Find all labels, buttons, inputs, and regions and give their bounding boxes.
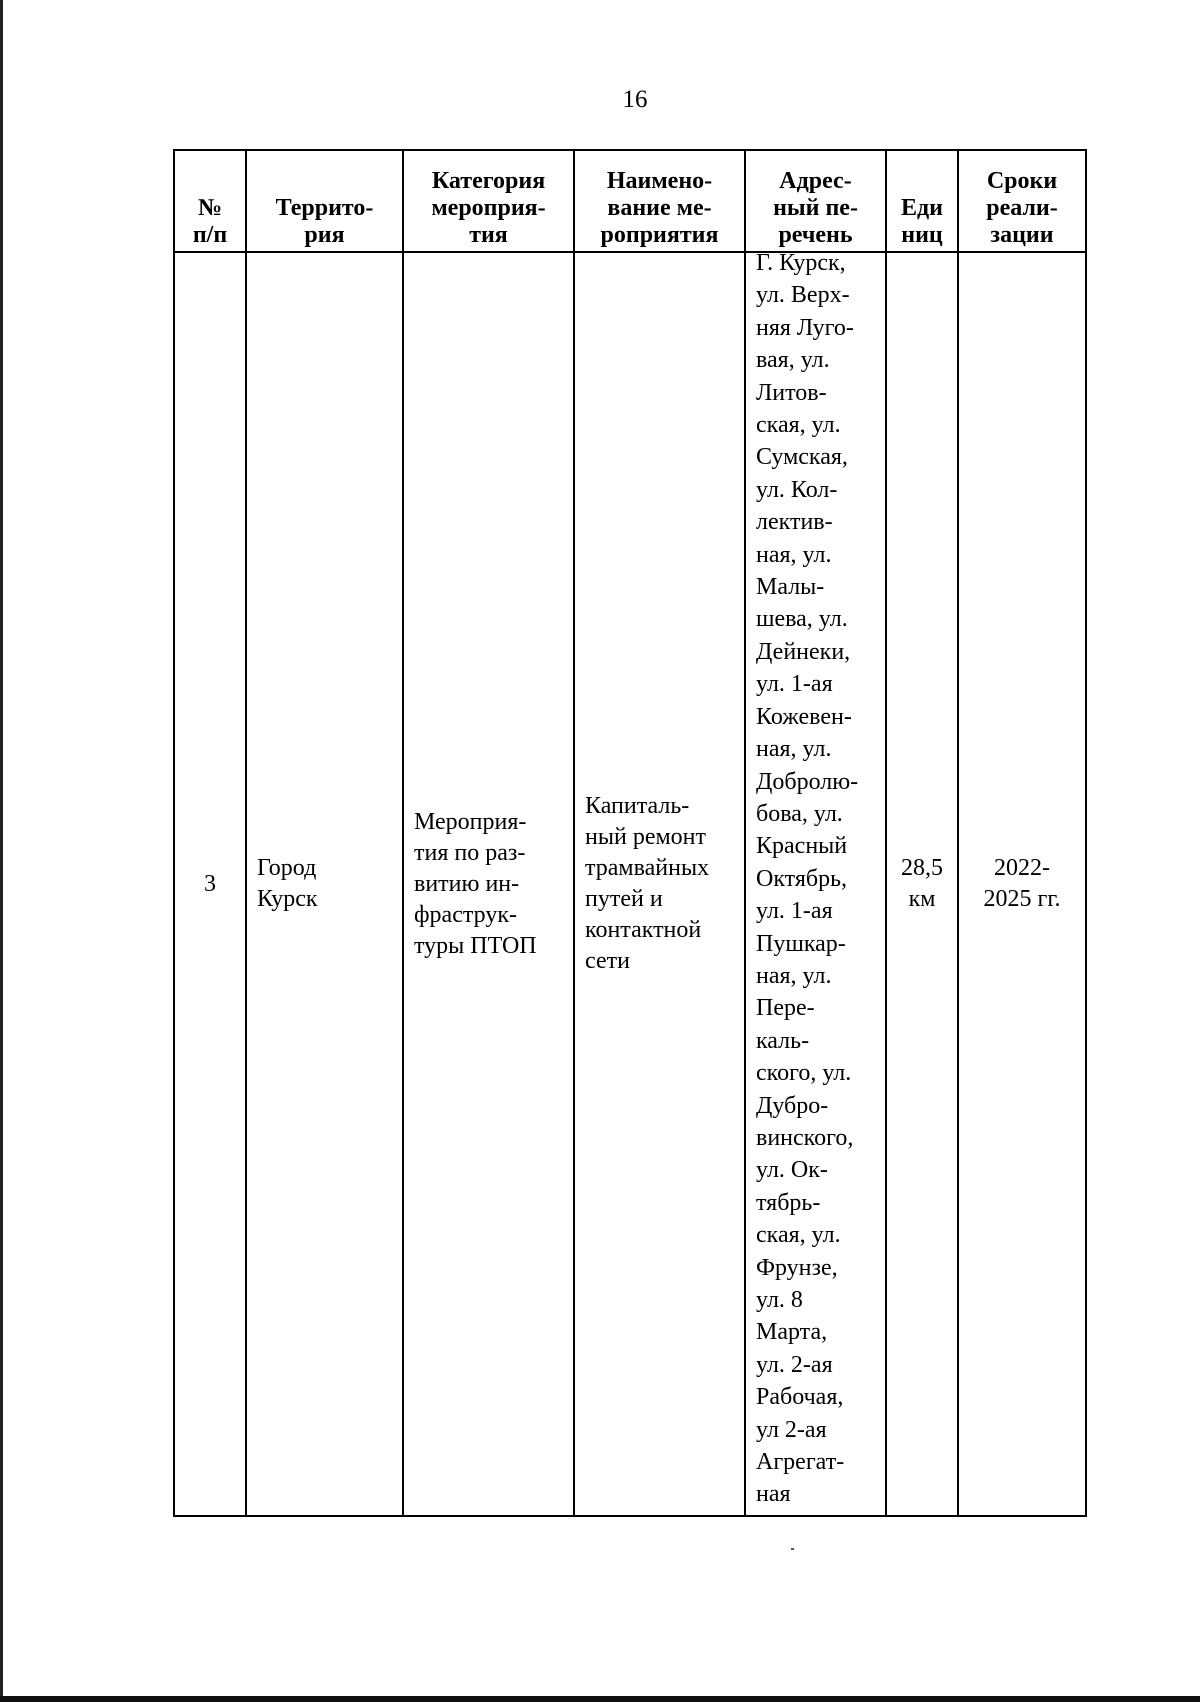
cell-territory: Город Курск	[246, 252, 403, 1516]
cell-address-list: Г. Курск, ул. Верх- няя Луго- вая, ул. Литов- ская, ул. Сумская, ул. Кол- лектив- ная, ул. Малы- шева, ул. Дейнеки, ул. 1-ая Кожевен- ная, ул. Добролю- бова, ул. Красный Октябрь, ул. 1-ая Пушкар- ная, ул. Пере- каль- ского, ул. Дубро- винского, ул. Ок- тябрь- ская, ул. Фрунзе, ул. 8 Марта, ул. 2-ая Рабочая, ул 2-ая Агрегат- ная	[745, 252, 886, 1516]
cell-term: 2022- 2025 гг.	[958, 252, 1086, 1516]
header-category: Категория мероприя- тия	[403, 150, 574, 252]
table-header-row	[174, 150, 1086, 252]
scan-left-edge	[0, 0, 3, 1702]
table-row	[174, 252, 1086, 1516]
header-number: № п/п	[174, 150, 246, 252]
scan-bottom-edge	[0, 1696, 1200, 1702]
cell-measure-name: Капиталь- ный ремонт трамвайных путей и контактной сети	[574, 252, 745, 1516]
header-unit: Еди ниц	[886, 150, 958, 252]
header-name: Наимено- вание ме- роприятия	[574, 150, 745, 252]
measures-table	[173, 149, 1087, 1517]
header-territory: Террито- рия	[246, 150, 403, 252]
cell-number: 3	[174, 252, 246, 1516]
header-address: Адрес- ный пе- речень	[745, 150, 886, 252]
cell-unit: 28,5 км	[886, 252, 958, 1516]
page-number: 16	[622, 86, 648, 113]
header-term: Сроки реали- зации	[958, 150, 1086, 252]
scan-speck	[791, 1548, 794, 1550]
cell-category: Мероприя- тия по раз- витию ин- фраструк- туры ПТОП	[403, 252, 574, 1516]
